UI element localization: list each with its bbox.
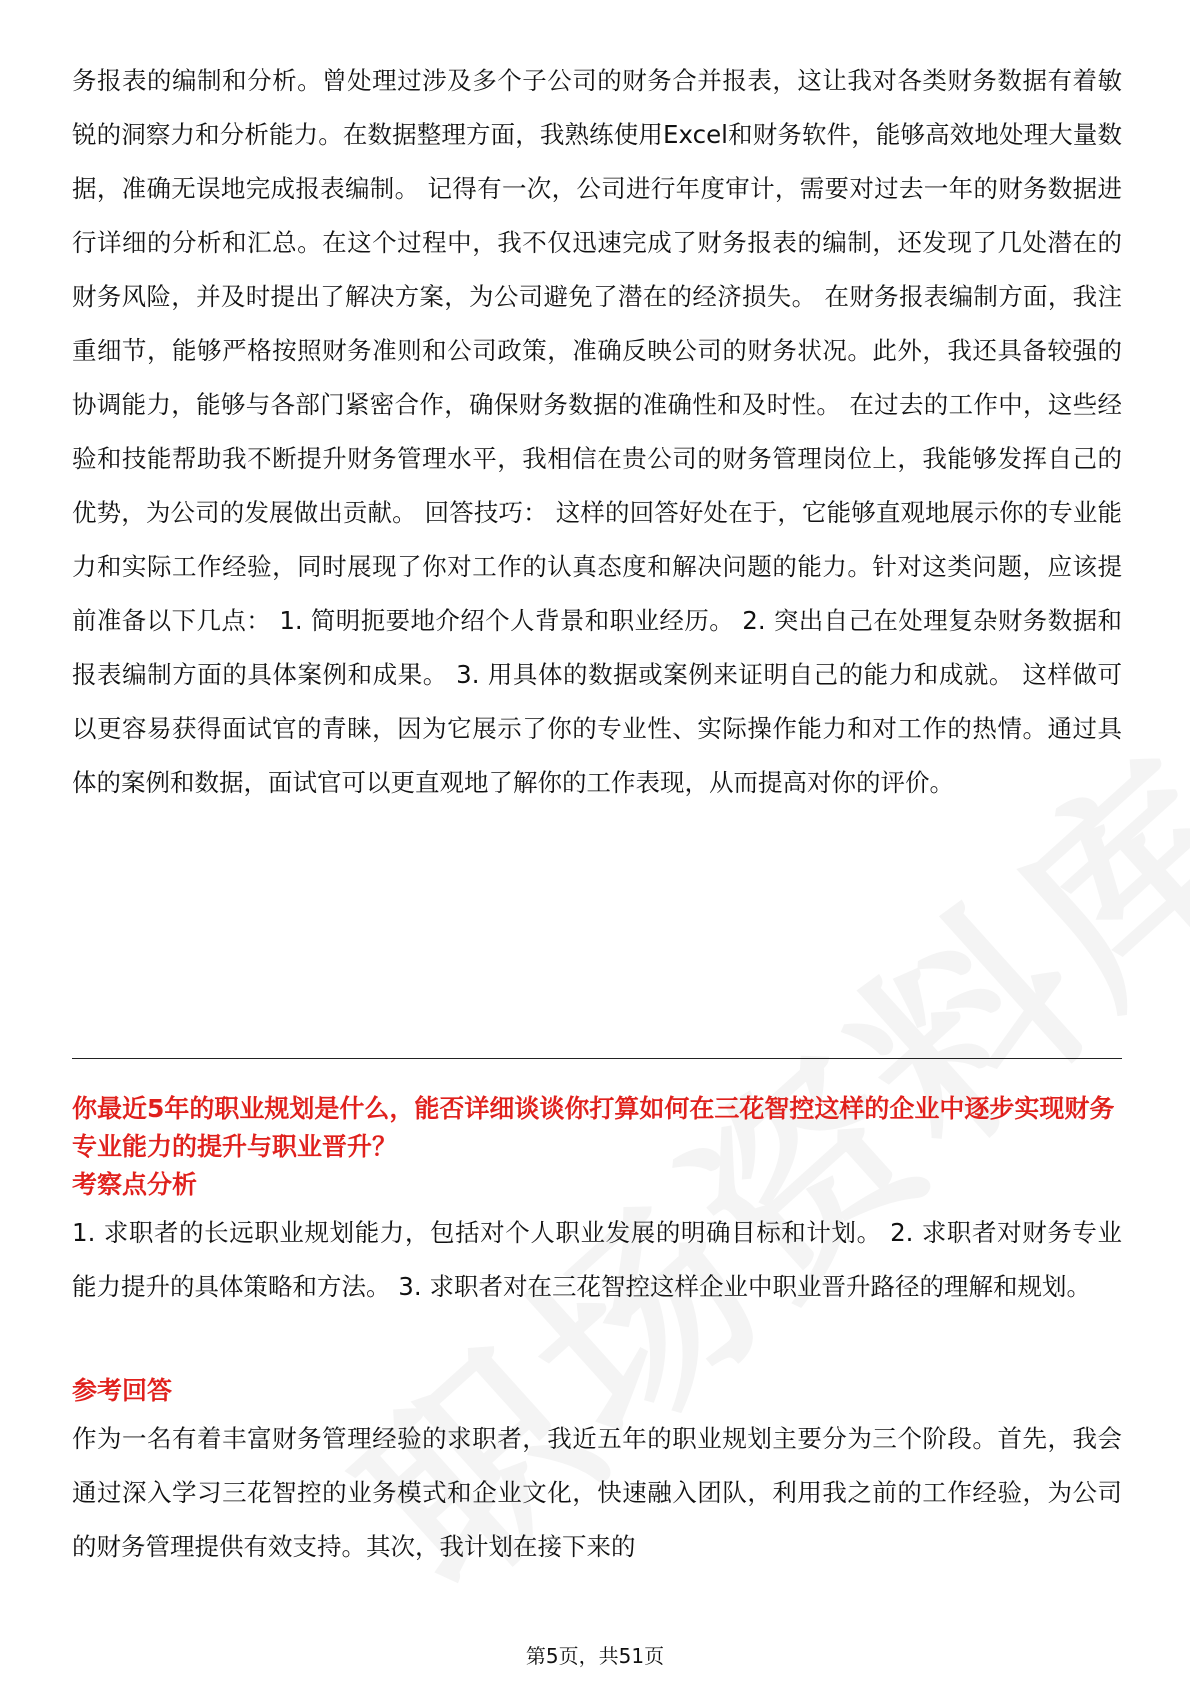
page-number-footer: 第5页，共51页 [525,1644,665,1668]
analysis-title: 考察点分析 [72,1170,198,1199]
section-divider [72,1058,1122,1059]
answer-continuation-paragraph: 务报表的编制和分析。曾处理过涉及多个子公司的财务合并报表，这让我对各类财务数据有着敏锐的洞察力和分析能力。在数据整理方面，我熟练使用Excel和财务软件，能够高效地处理大量数据，准确无误地完成报表编制。 记得有一次，公司进行年度审计，需要对过去一年的财务数据进行详细的分析和汇总。在这个过程中，我不仅迅速完成了财务报表的编制，还发现了几处潜在的财务风险，并及时提出了解决方案，为公司避免了潜在的经济损失。 在财务报表编制方面，我注重细节，能够严格按照财务准则和公司政策，准确反映公司的财务状况。此外，我还具备较强的协调能力，能够与各部门紧密合作，确保财务数据的准确性和及时性。 在过去的工作中，这些经验和技能帮助我不断提升财务管理水平，我相信在贵公司的财务管理岗位上，我能够发挥自己的优势，为公司的发展做出贡献。 回答技巧： 这样的回答好处在于，它能够直观地展示你的专业能力和实际工作经验，同时展现了你对工作的认真态度和解决问题的能力。针对这类问题，应该提前准备以下几点： 1. 简明扼要地介绍个人背景和职业经历。 2. 突出自己在处理复杂财务数据和报表编制方面的具体案例和成果。 3. 用具体的数据或案例来证明自己的能力和成就。 这样做可以更容易获得面试官的青睐，因为它展示了你的专业性、实际操作能力和对工作的热情。通过具体的案例和数据，面试官可以更直观地了解你的工作表现，从而提高对你的评价。 [72,66,1122,797]
analysis-text: 1. 求职者的长远职业规划能力，包括对个人职业发展的明确目标和计划。 2. 求职者对财务专业能力提升的具体策略和方法。 3. 求职者对在三花智控这样企业中职业晋升路径的理解和规划。 [72,1218,1122,1301]
question-heading: 你最近5年的职业规划是什么，能否详细谈谈你打算如何在三花智控这样的企业中逐步实现财务专业能力的提升与职业晋升？ [72,1094,1115,1161]
reference-answer-text: 作为一名有着丰富财务管理经验的求职者，我近五年的职业规划主要分为三个阶段。首先，我会通过深入学习三花智控的业务模式和企业文化，快速融入团队，利用我之前的工作经验，为公司的财务管理提供有效支持。其次，我计划在接下来的 [72,1424,1122,1561]
reference-answer-title: 参考回答 [72,1376,173,1405]
